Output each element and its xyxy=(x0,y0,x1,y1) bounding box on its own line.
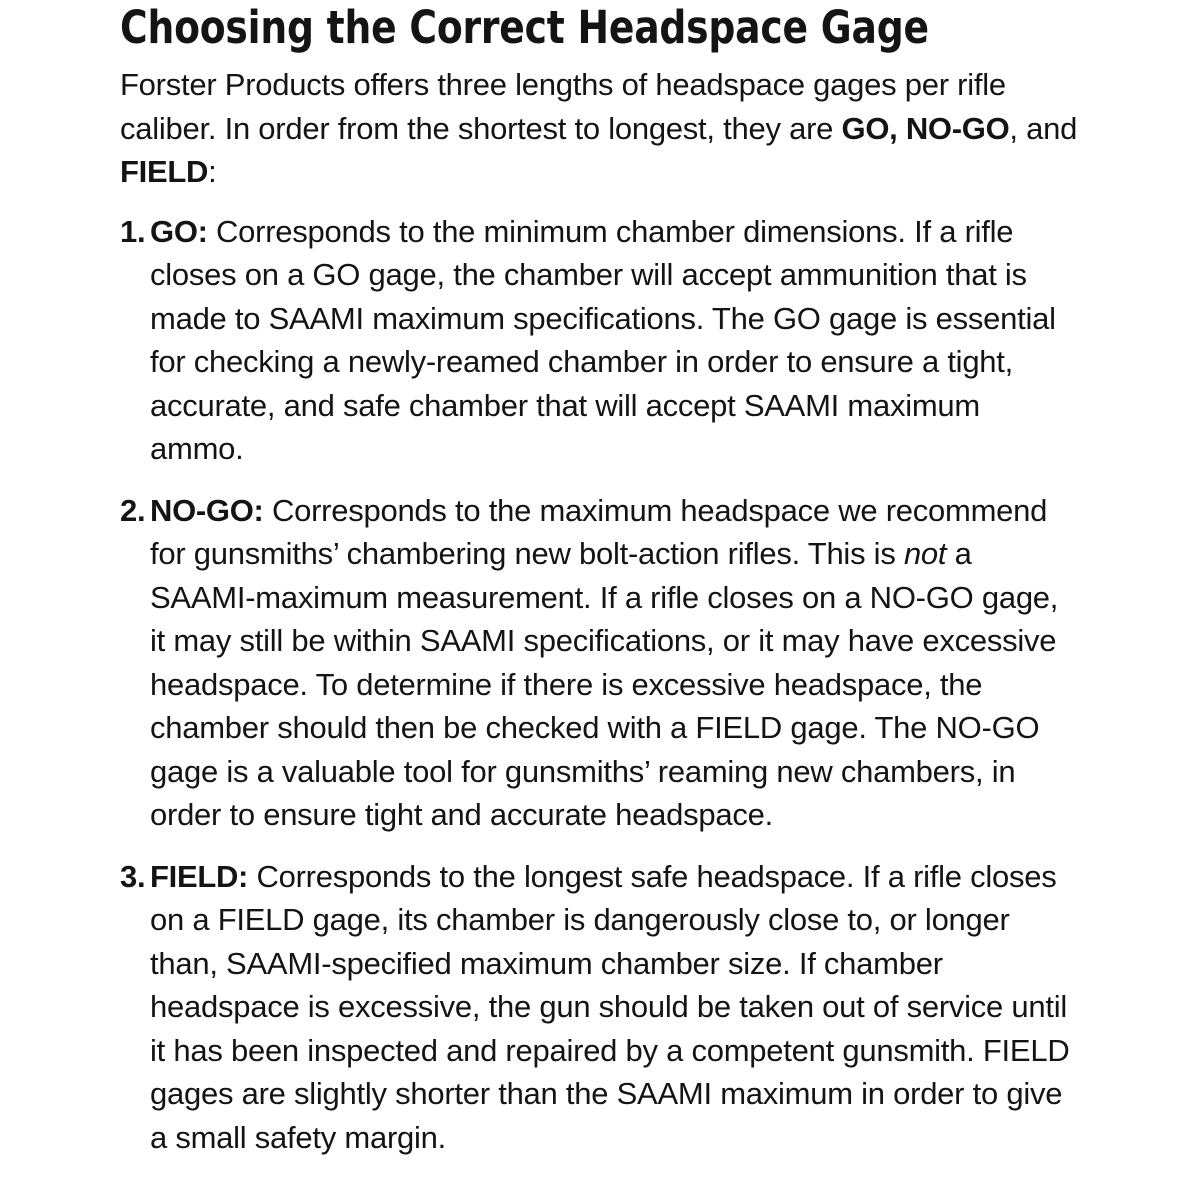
intro-paragraph xyxy=(120,54,1080,194)
gage-definition-list xyxy=(120,194,1080,1160)
list-item-term: FIELD: xyxy=(150,858,249,894)
list-item-no-go xyxy=(120,489,1080,837)
intro-term-no-go: NO-GO xyxy=(905,110,1010,146)
list-item-go xyxy=(120,210,1080,471)
list-item-field xyxy=(120,855,1080,1160)
intro-text-part-1: Forster Products offers three lengths of headspace gages per rifle caliber. In order from the shortest to longest, they are xyxy=(120,67,1006,146)
list-item-number: 3. xyxy=(120,858,146,894)
page-title: Choosing the Correct Headspace Gage xyxy=(120,1,929,54)
list-item-term: NO-GO: xyxy=(150,492,264,528)
list-item-body-before-emphasis: Corresponds to the maximum headspace we recommend for gunsmiths’ chambering new bolt-action rifles. This is xyxy=(150,492,1048,571)
intro-text-part-3: , and xyxy=(1009,110,1078,146)
intro-term-field: FIELD xyxy=(120,154,209,189)
intro-text-part-2 xyxy=(897,111,905,146)
list-item-number: 1. xyxy=(120,213,146,249)
list-item-body: Corresponds to the longest safe headspace. If a rifle closes on a FIELD gage, its chamber is dangerously close to, or longer than, SAAMI-specified maximum chamber size. If chamber headspace is excessive, the gun should be taken out of service until it has been inspected and repaired by a competent gunsmith. FIELD gages are slightly shorter than the SAAMI maximum in order to give a small safety margin. xyxy=(150,858,1070,1155)
list-item-emphasis-not: not xyxy=(903,536,947,571)
list-item-body-after-emphasis: a SAAMI-maximum measurement. If a rifle closes on a NO-GO gage, it may still be within SAAMI specifications, or it may have excessive headspace. To determine if there is excessive headspace, the chamber should then be checked with a FIELD gage. The NO-GO gage is a valuable tool for gunsmiths’ reaming new chambers, in order to ensure tight and accurate headspace. xyxy=(150,536,1059,832)
list-item-term: GO: xyxy=(150,213,208,249)
intro-term-go: GO, xyxy=(841,110,898,146)
list-item-number: 2. xyxy=(120,492,146,528)
list-item-body: Corresponds to the minimum chamber dimensions. If a rifle closes on a GO gage, the chamber will accept ammunition that is made to SAAMI maximum specifications. The GO gage is essential for checking a newly-reamed chamber in order to ensure a tight, accurate, and safe chamber that will accept SAAMI maximum ammo. xyxy=(150,213,1056,466)
intro-text-part-4: : xyxy=(208,154,217,189)
